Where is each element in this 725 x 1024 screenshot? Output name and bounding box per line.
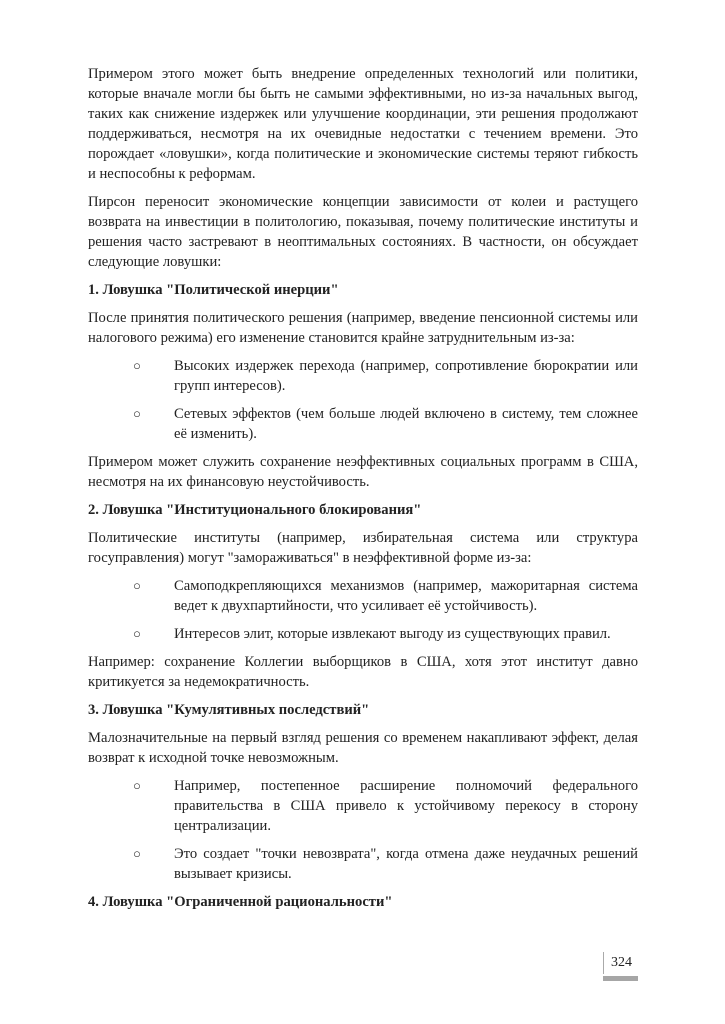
circle-bullet-icon: ○	[133, 358, 141, 373]
section-heading: 3. Ловушка "Кумулятивных последствий"	[88, 702, 370, 718]
list-item	[88, 576, 638, 616]
paragraph: Примером этого может быть внедрение определенных технологий или политики, которые вначале могли бы быть не самыми эффективными, но из-за начальных выгод, таких как снижение издержек или улучшение координации, эти решения продолжают поддерживаться, несмотря на их очевидные недостатки с течением времени. Это порождает «ловушки», когда политические и экономические системы теряют гибкость и неспособны к реформам.	[88, 66, 638, 182]
circle-bullet-icon: ○	[133, 406, 141, 421]
page-number-bar	[603, 976, 638, 981]
circle-bullet-icon: ○	[133, 578, 141, 593]
list-item-text: Например, постепенное расширение полномочий федерального правительства в США привело к устойчивому перекосу в сторону централизации.	[174, 778, 638, 834]
list-item-text: Интересов элит, которые извлекают выгоду из существующих правил.	[174, 626, 611, 642]
list-item-text: Сетевых эффектов (чем больше людей включено в систему, тем сложнее её изменить).	[174, 406, 638, 442]
circle-bullet-icon: ○	[133, 778, 141, 793]
paragraph: Малозначительные на первый взгляд решения со временем накапливают эффект, делая возврат к исходной точке невозможным.	[88, 730, 638, 766]
circle-bullet-icon: ○	[133, 626, 141, 641]
list-item	[88, 404, 638, 444]
page-number: 324	[603, 952, 639, 974]
list-item	[88, 776, 638, 836]
paragraph: Пирсон переносит экономические концепции зависимости от колеи и растущего возврата на инвестиции в политологию, показывая, почему политические институты и решения часто застревают в неоптимальных состояниях. В частности, он обсуждает следующие ловушки:	[88, 194, 638, 270]
list-item	[88, 844, 638, 884]
bullet-list	[88, 776, 638, 884]
section-heading: 2. Ловушка "Институционального блокирования"	[88, 502, 422, 518]
bullet-list	[88, 356, 638, 444]
list-item-text: Это создает "точки невозврата", когда отмена даже неудачных решений вызывает кризисы.	[174, 846, 638, 882]
section-heading: 4. Ловушка "Ограниченной рациональности"	[88, 894, 393, 910]
bullet-list	[88, 576, 638, 644]
section-heading: 1. Ловушка "Политической инерции"	[88, 282, 339, 298]
list-item	[88, 356, 638, 396]
circle-bullet-icon: ○	[133, 846, 141, 861]
list-item	[88, 624, 638, 644]
paragraph: Например: сохранение Коллегии выборщиков в США, хотя этот институт давно критикуется за недемократичность.	[88, 654, 638, 690]
paragraph: После принятия политического решения (например, введение пенсионной системы или налогового режима) его изменение становится крайне затруднительным из-за:	[88, 310, 638, 346]
list-item-text: Самоподкрепляющихся механизмов (например, мажоритарная система ведет к двухпартийности, что усиливает её устойчивость).	[174, 578, 638, 614]
paragraph: Политические институты (например, избирательная система или структура госуправления) могут "замораживаться" в неэффективной форме из-за:	[88, 530, 638, 566]
page-body	[88, 64, 638, 920]
paragraph: Примером может служить сохранение неэффективных социальных программ в США, несмотря на их финансовую неустойчивость.	[88, 454, 638, 490]
list-item-text: Высоких издержек перехода (например, сопротивление бюрократии или групп интересов).	[174, 358, 638, 394]
